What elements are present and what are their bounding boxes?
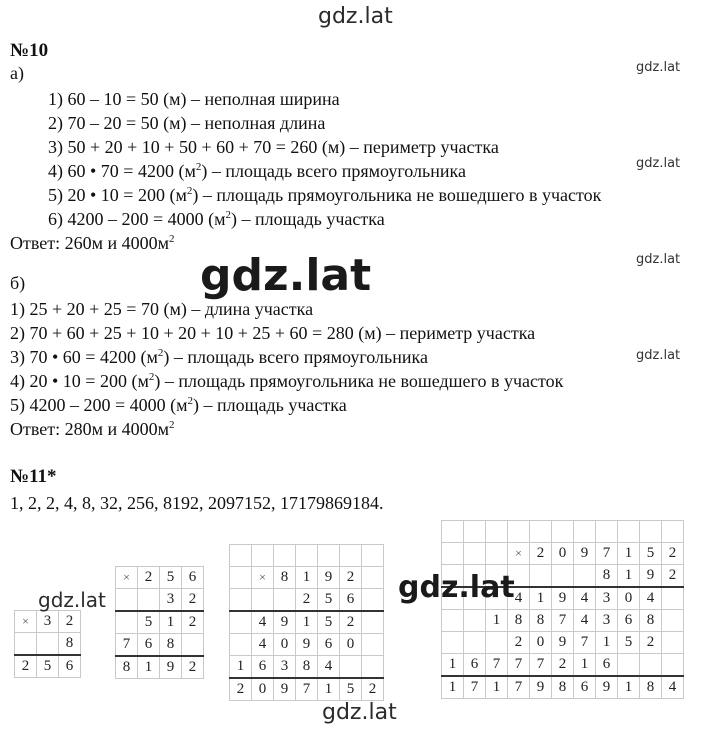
grid-cell: 1 [296, 611, 318, 634]
task10-b-step-2: 2) 70 + 60 + 25 + 10 + 20 + 10 + 25 + 60 = 280 (м) – периметр участка [10, 323, 536, 343]
grid-cell: 1 [318, 678, 340, 701]
grid-cell: 3 [37, 611, 59, 633]
task10-b-step-1: 1) 25 + 20 + 25 = 70 (м) – длина участка [10, 299, 314, 319]
task10-a-step-4: 4) 60 • 70 = 4200 $(м^2)$ – площадь всего прямоугольника [48, 161, 466, 181]
grid-cell: 1 [160, 611, 182, 634]
grid-cell: 5 [340, 678, 362, 701]
grid-cell: 1 [574, 654, 596, 677]
grid-cell: 5 [37, 655, 59, 678]
grid-cell: 1 [230, 656, 252, 679]
grid-cell [340, 656, 362, 679]
grid-cell [116, 611, 138, 634]
grid-cell: 2 [530, 543, 552, 565]
watermark-side-3: gdz.lat [636, 252, 681, 267]
grid-row [116, 567, 204, 589]
grid-cell: 8 [274, 567, 296, 589]
grid-cell [574, 521, 596, 543]
grid-cell: 7 [596, 543, 618, 565]
grid-cell [508, 521, 530, 543]
grid-cell: 9 [596, 676, 618, 699]
grid-cell [362, 567, 384, 589]
task10-b-step-4: 4) 20 • 10 = 200 $(м^2)$ – площадь прямоугольника не вошедшего в участок [10, 371, 564, 391]
task11-sequence: 1, 2, 2, 4, 8, 32, 256, 8192, 2097152, 17179869184. [10, 493, 384, 513]
grid-row [15, 611, 81, 633]
grid-cell: 2 [340, 567, 362, 589]
grid-cell [362, 589, 384, 612]
grid-cell: 0 [618, 587, 640, 610]
grid-cell [37, 633, 59, 656]
grid-cell [662, 654, 684, 677]
multiply-sign: × [116, 567, 138, 589]
task10-a-step-1: 1) 60 – 10 = 50 (м) – неполная ширина [48, 89, 340, 109]
multiplication-grid-8192x256 [229, 544, 384, 701]
task10-answer-a: Ответ: 260м и $4000м^2$ [10, 233, 175, 253]
grid-cell: 8 [160, 634, 182, 657]
grid-cell [662, 587, 684, 610]
grid-cell: 5 [640, 543, 662, 565]
task10-a-step-3: 3) 50 + 20 + 10 + 50 + 60 + 70 = 260 (м) – периметр участка [48, 137, 499, 157]
task11-title: №11* [10, 466, 57, 487]
grid-cell: 2 [182, 656, 204, 679]
grid-cell: 7 [552, 610, 574, 632]
grid-cell: 8 [640, 610, 662, 632]
grid-cell: 8 [596, 565, 618, 588]
grid-cell: 6 [252, 656, 274, 679]
multiply-sign: × [252, 567, 274, 589]
task10-b-step-3: 3) 70 • 60 = 4200 $(м^2)$ – площадь всего прямоугольника [10, 347, 428, 367]
grid-cell: 1 [618, 676, 640, 699]
grid-cell [182, 634, 204, 657]
grid-cell [230, 589, 252, 612]
grid-cell [552, 521, 574, 543]
task10-a-step-6: 6) 4200 – 200 = 4000 $(м^2)$ – площадь участка [48, 209, 385, 229]
grid-cell [662, 632, 684, 654]
multiply-sign: × [15, 611, 37, 633]
grid-cell: 0 [274, 634, 296, 656]
grid-cell: 4 [662, 676, 684, 699]
grid-cell: 6 [618, 610, 640, 632]
grid-cell: 9 [552, 587, 574, 610]
grid-cell [530, 565, 552, 588]
grid-cell: 0 [530, 632, 552, 654]
grid-cell: 7 [508, 676, 530, 699]
grid-cell: 5 [318, 589, 340, 612]
grid-cell [230, 634, 252, 656]
grid-cell: 2 [508, 632, 530, 654]
watermark-bottom: gdz.lat [322, 700, 397, 725]
grid-cell: 2 [662, 543, 684, 565]
grid-cell [230, 611, 252, 634]
grid-cell [464, 610, 486, 632]
grid-cell [362, 545, 384, 567]
grid-cell [662, 610, 684, 632]
grid-cell: 4 [252, 634, 274, 656]
grid-cell [442, 610, 464, 632]
grid-cell [274, 589, 296, 612]
grid-cell [362, 634, 384, 656]
grid-cell: 8 [640, 676, 662, 699]
grid-cell: 2 [230, 678, 252, 701]
grid-cell [464, 521, 486, 543]
grid-cell: 4 [318, 656, 340, 679]
grid-cell: 9 [552, 632, 574, 654]
grid-cell [362, 611, 384, 634]
grid-row [230, 545, 384, 567]
grid-cell: 1 [486, 676, 508, 699]
grid-cell: 8 [508, 610, 530, 632]
grid-row [116, 589, 204, 612]
grid-cell: 9 [530, 676, 552, 699]
watermark-side-1: gdz.lat [636, 60, 681, 75]
grid-cell: 9 [274, 611, 296, 634]
task10-part-b-label: б) [10, 273, 26, 293]
watermark-top: gdz.lat [318, 4, 393, 29]
grid-cell: 8 [552, 676, 574, 699]
grid-cell [442, 521, 464, 543]
grid-row [116, 656, 204, 679]
grid-cell: 1 [296, 567, 318, 589]
grid-cell: 8 [530, 610, 552, 632]
grid-cell [442, 632, 464, 654]
grid-cell: 1 [486, 610, 508, 632]
grid-row [15, 655, 81, 678]
grid-cell: 1 [530, 587, 552, 610]
grid-cell: 8 [116, 656, 138, 679]
grid-cell: 9 [640, 565, 662, 588]
grid-cell [596, 521, 618, 543]
grid-cell: 2 [182, 611, 204, 634]
grid-cell: 5 [318, 611, 340, 634]
grid-cell: 6 [340, 589, 362, 612]
grid-cell: 7 [116, 634, 138, 657]
grid-cell: 7 [574, 632, 596, 654]
grid-row [230, 656, 384, 679]
grid-cell: 6 [59, 655, 81, 678]
grid-cell [486, 543, 508, 565]
grid-row [442, 676, 684, 699]
multiplication-grid-256x32 [115, 566, 204, 679]
grid-cell [530, 521, 552, 543]
grid-cell: 1 [596, 632, 618, 654]
grid-row [230, 567, 384, 589]
watermark-large: gdz.lat [200, 250, 372, 301]
grid-cell [340, 545, 362, 567]
grid-cell: 9 [318, 567, 340, 589]
grid-row [442, 521, 684, 543]
grid-cell: 3 [274, 656, 296, 679]
grid-cell: 7 [508, 654, 530, 677]
grid-cell: 5 [160, 567, 182, 589]
grid-cell: 2 [362, 678, 384, 701]
task10-a-step-5: 5) 20 • 10 = 200 $(м^2)$ – площадь прямоугольника не вошедшего в участок [48, 185, 602, 205]
grid-row [15, 633, 81, 656]
grid-cell [138, 589, 160, 612]
grid-cell: 0 [552, 543, 574, 565]
grid-cell: 2 [59, 611, 81, 633]
grid-cell: 4 [252, 611, 274, 634]
grid-cell: 5 [138, 611, 160, 634]
task10-part-a-label: а) [10, 63, 24, 83]
grid-row [230, 678, 384, 701]
grid-cell [15, 633, 37, 656]
grid-cell: 6 [596, 654, 618, 677]
grid-cell: 6 [464, 654, 486, 677]
grid-cell [486, 521, 508, 543]
grid-row [230, 611, 384, 634]
grid-cell [618, 654, 640, 677]
grid-cell [640, 521, 662, 543]
grid-cell: 1 [442, 654, 464, 677]
watermark-left: gdz.lat [38, 588, 106, 612]
grid-cell [252, 545, 274, 567]
grid-cell: 1 [442, 676, 464, 699]
grid-row [442, 610, 684, 632]
grid-cell [618, 521, 640, 543]
grid-cell: 1 [618, 565, 640, 588]
grid-cell [662, 521, 684, 543]
grid-row [442, 632, 684, 654]
grid-cell [230, 545, 252, 567]
grid-cell [274, 545, 296, 567]
multiply-sign: × [508, 543, 530, 565]
watermark-side-2: gdz.lat [636, 156, 681, 171]
grid-cell: 8 [59, 633, 81, 656]
grid-cell [640, 654, 662, 677]
task10-b-step-5: 5) 4200 – 200 = 4000 $(м^2)$ – площадь участка [10, 395, 347, 415]
grid-cell: 7 [486, 654, 508, 677]
grid-cell: 1 [138, 656, 160, 679]
grid-cell [362, 656, 384, 679]
grid-cell: 6 [182, 567, 204, 589]
grid-cell: 9 [160, 656, 182, 679]
grid-cell [252, 589, 274, 612]
grid-cell [318, 545, 340, 567]
grid-cell: 2 [296, 589, 318, 612]
watermark-middle: gdz.lat [398, 570, 515, 605]
grid-cell: 2 [662, 565, 684, 588]
grid-cell: 7 [464, 676, 486, 699]
grid-row [442, 543, 684, 565]
grid-cell: 3 [160, 589, 182, 612]
grid-cell: 2 [552, 654, 574, 677]
grid-cell [116, 589, 138, 612]
grid-cell: 9 [274, 678, 296, 701]
multiplication-grid-32x8 [14, 610, 81, 678]
grid-cell: 9 [296, 634, 318, 656]
grid-cell: 7 [530, 654, 552, 677]
grid-cell [464, 543, 486, 565]
grid-cell [486, 632, 508, 654]
grid-cell: 0 [252, 678, 274, 701]
grid-cell: 4 [574, 610, 596, 632]
grid-cell: 6 [318, 634, 340, 656]
watermark-side-4: gdz.lat [636, 348, 681, 363]
grid-row [230, 634, 384, 656]
grid-row [116, 634, 204, 657]
grid-cell [574, 565, 596, 588]
grid-cell [464, 632, 486, 654]
grid-cell [442, 543, 464, 565]
task10-a-step-2: 2) 70 – 20 = 50 (м) – неполная длина [48, 113, 326, 133]
grid-cell: 6 [138, 634, 160, 657]
grid-cell: 3 [596, 587, 618, 610]
grid-row [230, 589, 384, 612]
grid-row [116, 611, 204, 634]
grid-cell [296, 545, 318, 567]
grid-cell [230, 567, 252, 589]
grid-row [442, 654, 684, 677]
grid-cell: 2 [15, 655, 37, 678]
grid-cell: 4 [640, 587, 662, 610]
grid-cell: 2 [182, 589, 204, 612]
grid-cell: 7 [296, 678, 318, 701]
grid-cell: 4 [508, 587, 530, 610]
grid-cell: 5 [618, 632, 640, 654]
grid-cell: 2 [640, 632, 662, 654]
grid-cell: 2 [340, 611, 362, 634]
grid-cell: 8 [296, 656, 318, 679]
task10-answer-b: Ответ: 280м и $4000м^2$ [10, 419, 175, 439]
grid-cell [552, 565, 574, 588]
grid-cell: 6 [574, 676, 596, 699]
grid-cell: 4 [574, 587, 596, 610]
grid-cell: 3 [596, 610, 618, 632]
multiplication-grid-2097152x8192 [441, 520, 684, 699]
grid-cell: 0 [340, 634, 362, 656]
grid-cell: 9 [574, 543, 596, 565]
grid-cell: 1 [618, 543, 640, 565]
grid-cell: 2 [138, 567, 160, 589]
task10-title: №10 [10, 40, 49, 61]
